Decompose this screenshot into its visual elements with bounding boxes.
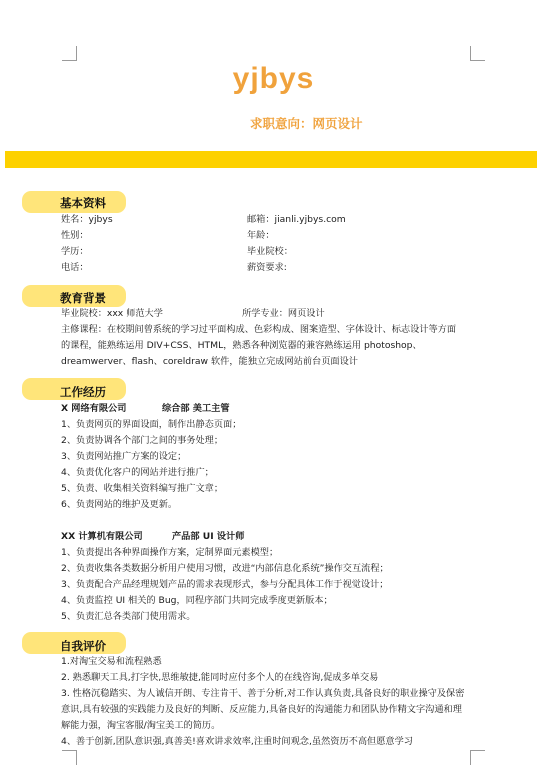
education-course-line: 主修课程：在校期间曾系统的学习过平面构成、色彩构成、图案造型、字体设计、标志设计等方面 xyxy=(61,324,457,335)
self-line: 意识,具有较强的实践能力及良好的判断、反应能力,具备良好的沟通能力和团队协作精文字沟通和理 xyxy=(61,704,462,715)
education-course-line: 的课程，能熟练运用 DIV+CSS、HTML，熟悉各种浏览器的兼容熟练运用 photoshop、 xyxy=(61,340,422,351)
basic-name: 姓名：yjbys xyxy=(61,214,113,225)
job1-position: 综合部 美工主管 xyxy=(162,403,230,414)
basic-degree: 学历： xyxy=(61,246,89,257)
education-school: 毕业院校：xxx 师范大学 xyxy=(61,308,163,319)
self-line: 1.对淘宝交易和流程熟悉 xyxy=(61,656,162,667)
section-title-basic: 基本资料 xyxy=(60,196,106,210)
job1-duty: 1、负责网页的界面设面，制作出静态页面； xyxy=(61,419,242,430)
education-major: 所学专业：网页设计 xyxy=(242,308,325,319)
candidate-name: yjbys xyxy=(232,62,315,95)
crop-mark-top-left xyxy=(62,46,77,61)
self-line: 2. 熟悉聊天工具,打字快,思维敏捷,能同时应付多个人的在线咨询,促成多单交易 xyxy=(61,672,379,683)
section-title-self: 自我评价 xyxy=(60,639,106,653)
crop-mark-top-right xyxy=(470,46,485,61)
job2-duty: 1、负责提出各种界面操作方案，定制界面元素模型； xyxy=(61,547,279,558)
job2-company: XX 计算机有限公司 xyxy=(61,531,143,542)
section-title-education: 教育背景 xyxy=(60,291,106,305)
job1-company: X 网络有限公司 xyxy=(61,403,127,414)
crop-mark-bottom-left xyxy=(62,750,77,765)
job2-duty: 2、负责收集各类数据分析用户使用习惯，改进“内部信息化系统”操作交互流程； xyxy=(61,563,389,574)
education-course-line: dreamwerver、flash、coreldraw 软件，能独立完成网站前台页面设计 xyxy=(61,356,358,367)
basic-salary: 薪资要求: xyxy=(247,262,287,273)
basic-age: 年龄： xyxy=(247,230,275,241)
section-title-work: 工作经历 xyxy=(60,385,106,399)
job2-duty: 5、负责汇总各类部门使用需求。 xyxy=(61,611,196,622)
job1-duty: 3、负责网站推广方案的设定； xyxy=(61,451,187,462)
job1-duty: 4、负责优化客户的网站并进行推广； xyxy=(61,467,214,478)
job2-position: 产品部 UI 设计师 xyxy=(172,531,245,542)
basic-phone: 电话： xyxy=(61,262,89,273)
job1-duty: 6、负责网站的维护及更新。 xyxy=(61,499,178,510)
job2-duty: 3、负责配合产品经理规划产品的需求表现形式，参与分配具体工作于视觉设计； xyxy=(61,579,389,590)
basic-email: 邮箱：jianli.yjbys.com xyxy=(247,214,346,225)
basic-school: 毕业院校： xyxy=(247,246,293,257)
self-line: 3. 性格沉稳踏实、为人诚信开朗、专注肯干、善于分析,对工作认真负责,具备良好的职业操守及保密 xyxy=(61,688,465,699)
job1-duty: 2、负责协调各个部门之间的事务处理； xyxy=(61,435,224,446)
job1-duty: 5、负责、收集相关资料编写推广文章； xyxy=(61,483,224,494)
job-intent: 求职意向：网页设计 xyxy=(250,116,363,131)
header-divider-bar xyxy=(5,151,537,168)
job2-duty: 4、负责监控 UI 相关的 Bug，同程序部门共同完成季度更新版本； xyxy=(61,595,333,606)
self-line: 4、善于创新,团队意识强,真善美!喜欢讲求效率,注重时间观念,虽然资历不高但愿意学习 xyxy=(61,736,413,747)
self-line: 解能力强，淘宝客服/淘宝美工的简历。 xyxy=(61,720,221,731)
crop-mark-bottom-right xyxy=(470,750,485,765)
basic-gender: 性别： xyxy=(61,230,89,241)
